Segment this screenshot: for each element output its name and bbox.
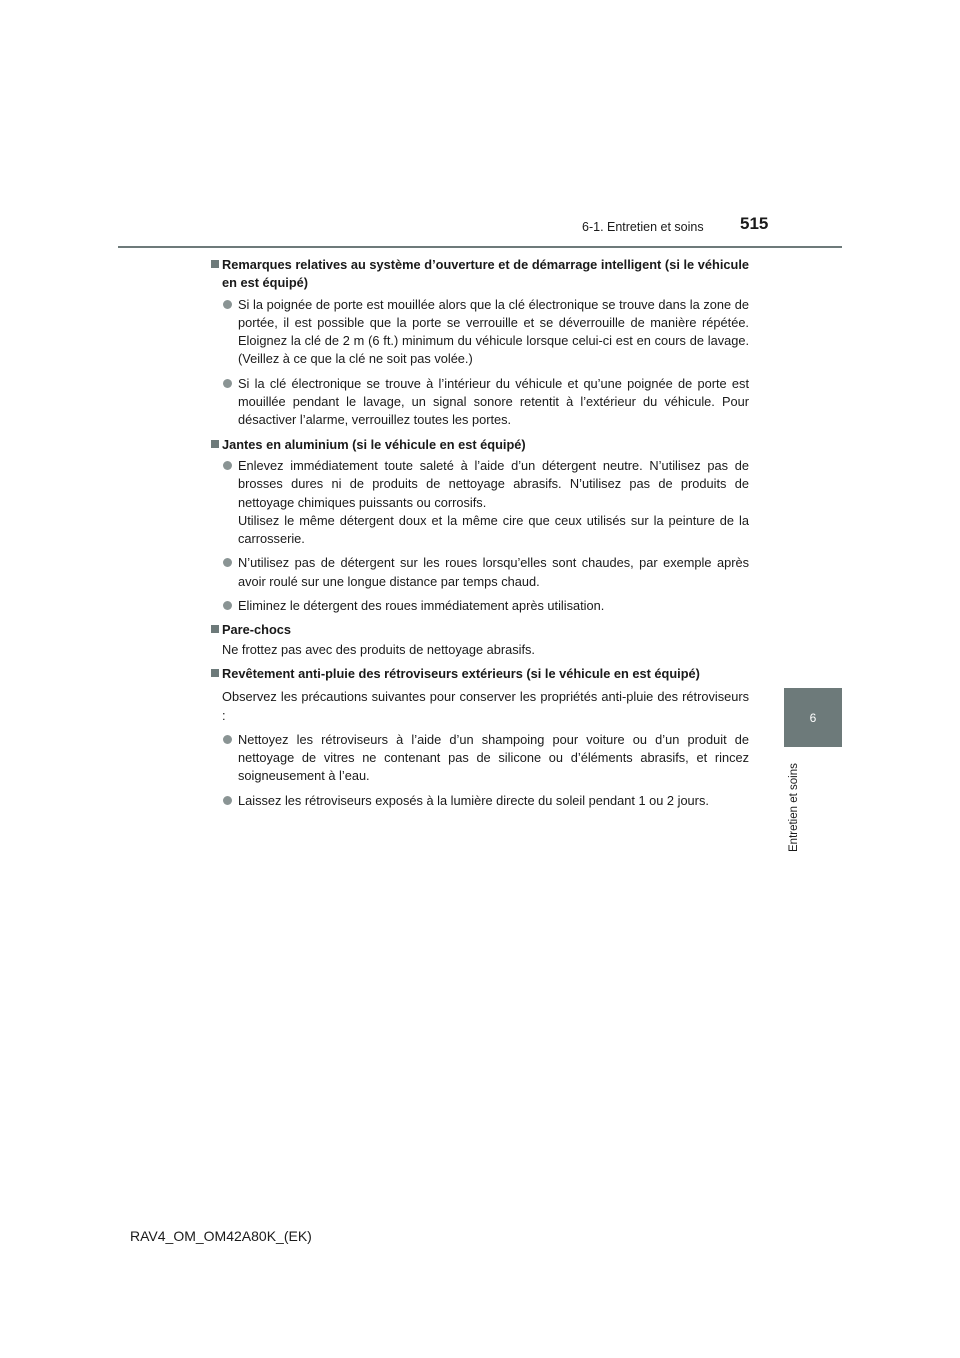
header-section-title: 6-1. Entretien et soins (582, 220, 704, 234)
bullet-dot-icon (223, 300, 232, 309)
footer-doc-code: RAV4_OM_OM42A80K_(EK) (130, 1228, 312, 1244)
chapter-side-label: Entretien et soins (788, 763, 800, 852)
square-icon (211, 669, 219, 677)
section-title: Pare-chocs (222, 622, 291, 638)
bullet-dot-icon (223, 461, 232, 470)
bullet-dot-icon (223, 601, 232, 610)
section-rain-repellent-mirrors (211, 665, 749, 810)
bullet-dot-icon (223, 735, 232, 744)
bullet-dot-icon (223, 796, 232, 805)
section-text: Observez les précautions suivantes pour conserver les propriétés anti-pluie des rétroviseurs : (222, 689, 749, 723)
list-item-text: Nettoyez les rétroviseurs à l’aide d’un shampoing pour voiture ou d’un produit de nettoyage de vitres ne contenant pas de silicone ou d’éléments abrasifs, et rincez soigneusement à l’eau. (238, 731, 749, 784)
section-title: Jantes en aluminium (si le véhicule en est équipé) (222, 436, 526, 452)
list-item (222, 375, 749, 430)
bullet-dot-icon (223, 379, 232, 388)
section-text: Ne frottez pas avec des produits de nettoyage abrasifs. (222, 641, 535, 657)
square-icon (211, 625, 219, 633)
list-item-text: Enlevez immédiatement toute saleté à l’aide d’un détergent neutre. N’utilisez pas de brosses dures ni de produits de nettoyage abrasifs. N’utilisez pas de produits de nettoyage chimiques puissants ou corrosifs. Utilisez le même détergent doux et la même cire que ceux utilisés sur la peinture de la carrosserie. (238, 457, 749, 547)
section-smart-entry (211, 256, 749, 430)
list-item-text: Si la poignée de porte est mouillée alors que la clé électronique se trouve dans la zone de portée, il est possible que la porte se verrouille et se déverrouille de manière répétée. Eloignez la clé de 2 m (6 ft.) minimum du véhicule lorsque celui-ci est en cours de lavage. (Veillez à ce que la clé ne soit pas volée.) (238, 296, 749, 367)
page-number: 515 (740, 214, 769, 233)
list-item-text: Si la clé électronique se trouve à l’intérieur du véhicule et qu’une poignée de porte est mouillée pendant le lavage, un signal sonore retentit à l’extérieur du véhicule. Pour désactiver l’alarme, verrouillez toutes les portes. (238, 375, 749, 428)
section-aluminium-wheels (211, 436, 749, 616)
square-icon (211, 440, 219, 448)
page-content (211, 256, 749, 810)
list-item-text: Laissez les rétroviseurs exposés à la lumière directe du soleil pendant 1 ou 2 jours. (238, 792, 709, 808)
section-bumpers (211, 621, 749, 659)
section-title: Revêtement anti-pluie des rétroviseurs extérieurs (si le véhicule en est équipé) (222, 665, 700, 681)
list-item (222, 792, 749, 810)
list-item (222, 457, 749, 548)
chapter-number: 6 (809, 710, 817, 725)
list-item-text: N’utilisez pas de détergent sur les roues lorsqu’elles sont chaudes, par exemple après avoir roulé sur une longue distance par temps chaud. (238, 555, 749, 589)
header-divider (118, 246, 842, 248)
bullet-dot-icon (223, 558, 232, 567)
chapter-tab (784, 688, 842, 747)
list-item (222, 597, 749, 615)
list-item (222, 296, 749, 369)
list-item-text: Eliminez le détergent des roues immédiatement après utilisation. (238, 598, 605, 614)
section-title: Remarques relatives au système d’ouverture et de démarrage intelligent (si le véhicule en est équipé) (222, 257, 749, 291)
list-item (222, 731, 749, 786)
square-icon (211, 260, 219, 268)
list-item (222, 554, 749, 591)
